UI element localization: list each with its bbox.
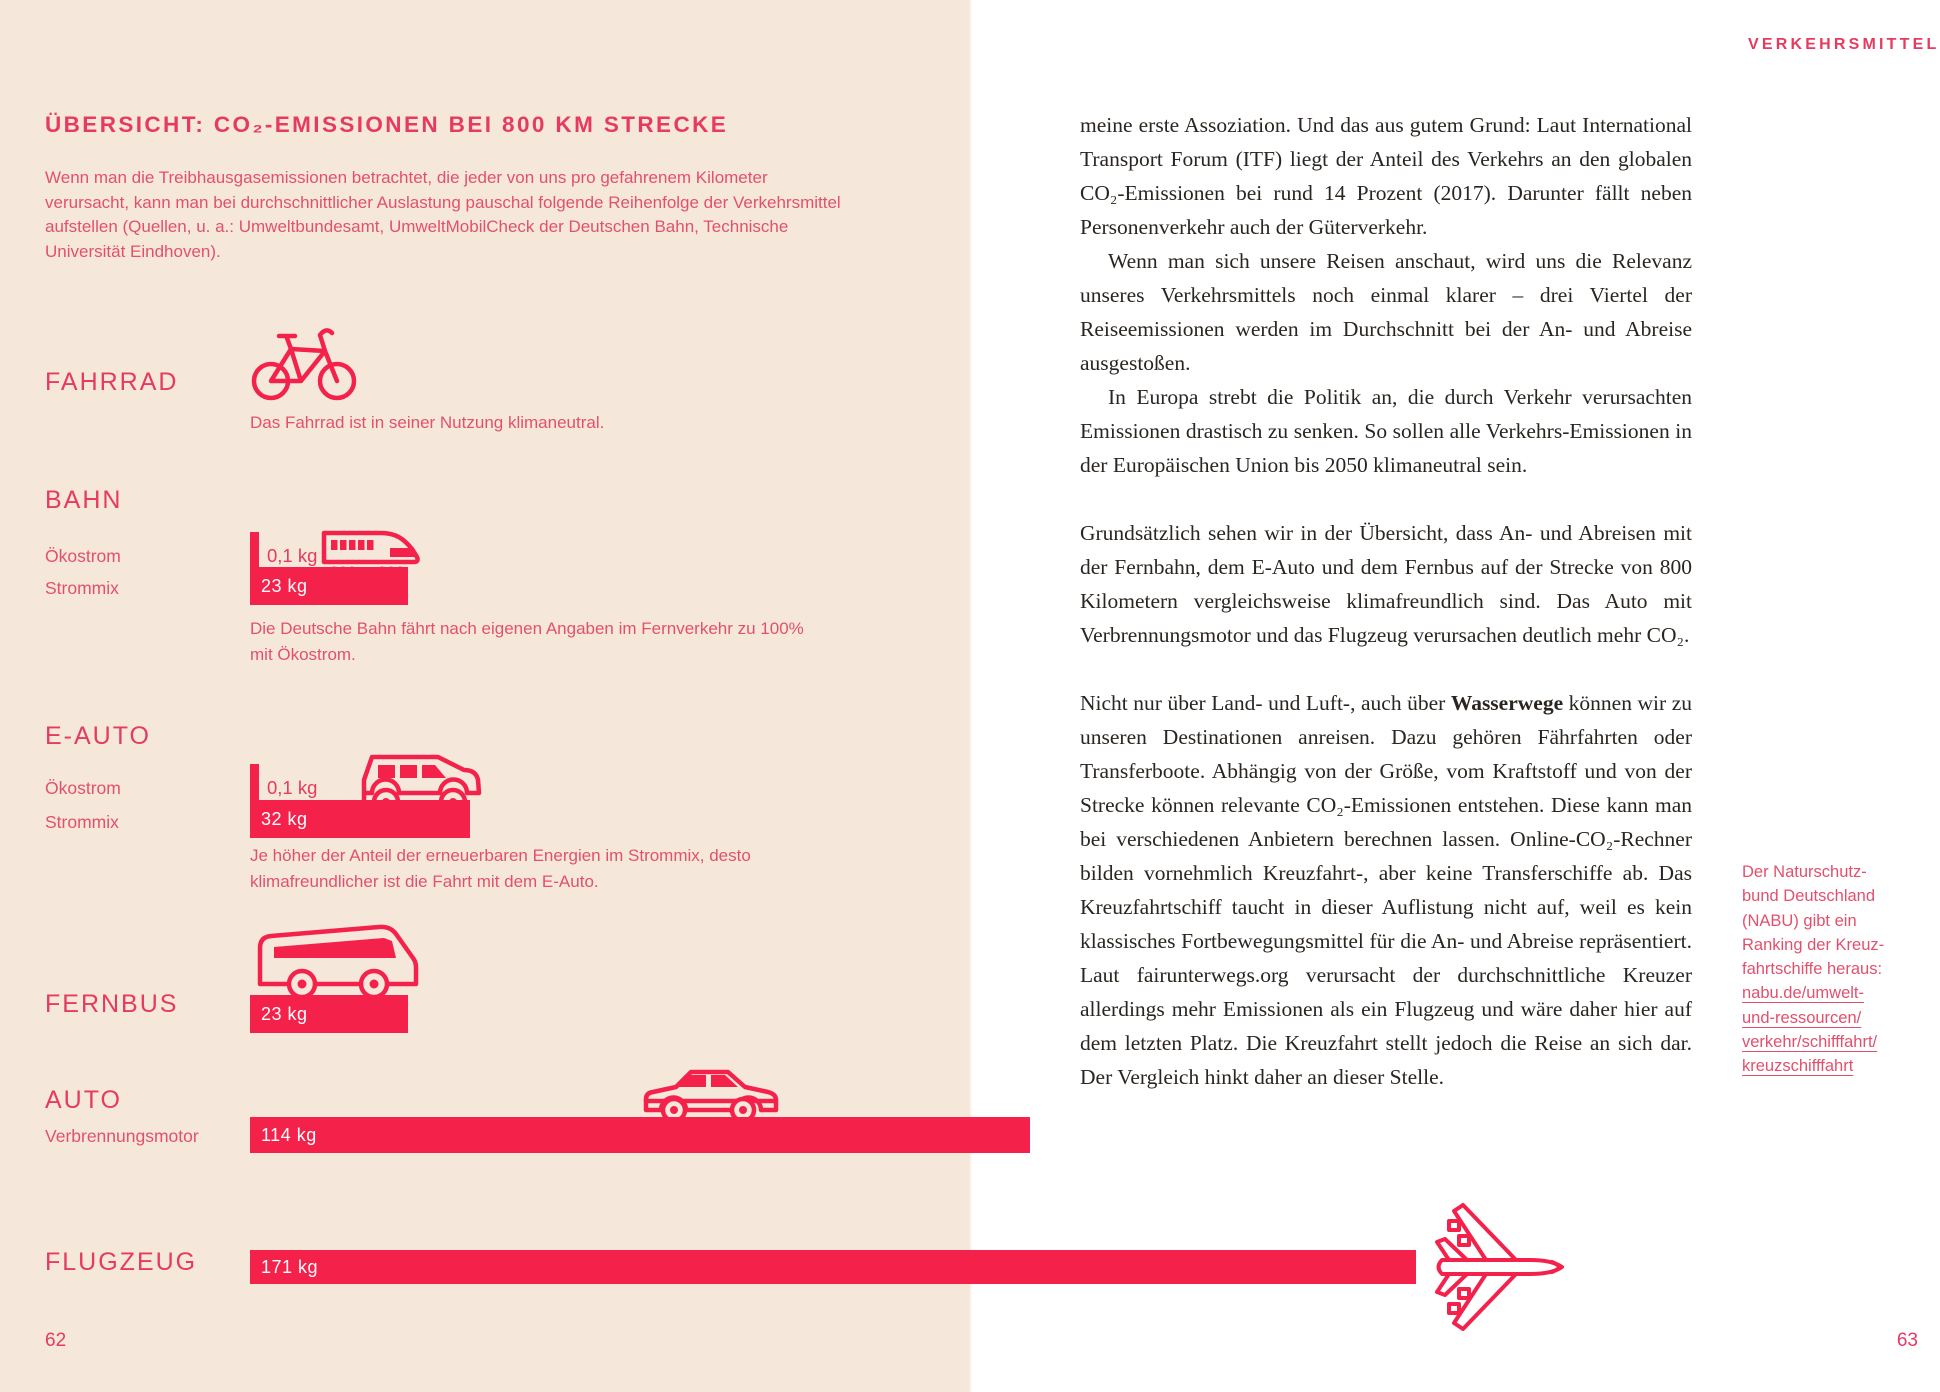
margin-note-link-nabu[interactable]: nabu.de/umwelt- xyxy=(1742,984,1864,1003)
margin-note-line: Der Naturschutz- xyxy=(1742,863,1867,881)
overview-title: ÜBERSICHT: CO₂-EMISSIONEN BEI 800 KM STRECKE xyxy=(45,112,729,137)
section-label-bahn: BAHN xyxy=(45,486,123,514)
auto-row-label-verbrennungsmotor: Verbrennungsmotor xyxy=(45,1126,199,1146)
eauto-row-label-oekostrom: Ökostrom xyxy=(45,778,121,798)
margin-note-line: (NABU) gibt ein xyxy=(1742,911,1857,930)
margin-note-link-nabu[interactable]: kreuzschifffahrt xyxy=(1742,1057,1854,1076)
section-label-auto: AUTO xyxy=(45,1086,122,1114)
car-icon xyxy=(640,1056,782,1122)
auto-value: 114 kg xyxy=(261,1124,317,1145)
paragraph-5-end: können wir zu unseren Destinationen anreisen. Dazu gehören Fährfahrten oder Transferboote. Abhängig von der Größe, vom Kraftstoff und von der Strecke können relevante CO₂-Emissionen entstehen. Diese kann man bei verschiedenen Anbietern berechnen lassen. Online-CO₂-Rechner bilden vornehmlich Kreuzfahrt-, aber keine Transferschiffe ab. Das Kreuzfahrtschiff taucht in dieser Auflistung nicht auf, weil es kein klassisches Fortbewegungsmittel für die An- und Abreise repräsentiert. Laut fairunterwegs.org verursacht der durchschnittliche Kreuzer allerdings mehr Emissionen als ein Flugzeug und wäre daher hier auf dem letzten Platz. Die Kreuzfahrt stellt jedoch die Reise an sich dar. Der Vergleich hinkt daher an dieser Stelle. xyxy=(1080,691,1692,1089)
section-label-eauto: E-AUTO xyxy=(45,722,151,750)
eauto-caption: Je höher der Anteil der erneuerbaren Energien im Strommix, desto klimafreundlicher ist die Fahrt mit dem E-Auto. xyxy=(250,846,751,891)
margin-note-line: bund Deutschland xyxy=(1742,887,1876,906)
paragraph-5-bold-wasserwege: Wasserwege xyxy=(1450,691,1564,715)
section-label-fahrrad: FAHRRAD xyxy=(45,368,179,396)
bahn-caption: Die Deutsche Bahn fährt nach eigenen Angaben im Fernverkehr zu 100% mit Ökostrom. xyxy=(250,619,804,664)
fernbus-value: 23 kg xyxy=(261,1003,308,1024)
paragraph-5 xyxy=(1080,686,1692,1094)
bahn-row-label-strommix: Strommix xyxy=(45,578,119,598)
paragraph-2: Wenn man sich unsere Reisen anschaut, wird uns die Relevanz unseres Verkehrsmittels noch einmal klarer – drei Viertel der Reiseemissionen werden im Durchschnitt bei der An- und Abreise ausgestoßen. xyxy=(1080,249,1692,375)
eauto-strommix-value: 32 kg xyxy=(261,808,308,829)
page-number-right: 63 xyxy=(1896,1330,1918,1351)
page-number-left: 62 xyxy=(45,1330,67,1351)
bahn-strommix-value: 23 kg xyxy=(261,575,308,596)
flugzeug-bar xyxy=(250,1250,1416,1284)
flugzeug-value: 171 kg xyxy=(261,1256,319,1277)
auto-bar xyxy=(250,1117,1030,1153)
paragraph-3: In Europa strebt die Politik an, die durch Verkehr verursachten Emissionen drastisch zu senken. So sollen alle Verkehrs-Emissionen in der Europäischen Union bis 2050 klimaneutral sein. xyxy=(1080,385,1692,477)
airplane-icon xyxy=(1432,1198,1572,1336)
eauto-row-label-strommix: Strommix xyxy=(45,812,119,832)
overview-intro: Wenn man die Treibhausgasemissionen betrachtet, die jeder von uns pro gefahrenem Kilometer verursacht, kann man bei durchschnittlicher Auslastung pauschal folgende Reihenfolge der Verkehrsmittel aufstellen (Quellen, u. a.: Umweltbundesamt, UmweltMobilCheck der Deutschen Bahn, Technische Universität Eindhoven). xyxy=(45,168,841,261)
body-text xyxy=(1080,108,1692,1094)
bahn-row-label-oekostrom: Ökostrom xyxy=(45,546,121,566)
paragraph-1: meine erste Assoziation. Und das aus gutem Grund: Laut International Transport Forum (ITF) liegt der Anteil des Verkehrs an den globalen CO₂-Emissionen bei rund 14 Prozent (2017). Darunter fällt neben Personenverkehr auch der Güterverkehr. xyxy=(1080,113,1692,239)
margin-note-line: Ranking der Kreuz- xyxy=(1742,935,1885,954)
bicycle-icon xyxy=(248,320,360,404)
page-gutter xyxy=(970,0,972,1392)
paragraph-5-start: Nicht nur über Land- und Luft-, auch über xyxy=(1080,691,1451,715)
fahrrad-caption: Das Fahrrad ist in seiner Nutzung klimaneutral. xyxy=(250,413,605,432)
section-label-flugzeug: FLUGZEUG xyxy=(45,1248,198,1276)
margin-note-line: fahrtschiffe heraus: xyxy=(1742,960,1883,979)
running-head: VERKEHRSMITTEL xyxy=(1748,36,1940,53)
paragraph-4: Grundsätzlich sehen wir in der Übersicht, dass An- und Abreisen mit der Fernbahn, dem E-Auto und dem Fernbus auf der Strecke von 800 Kilometern vergleichsweise klimafreundlich sind. Das Auto mit Verbrennungsmotor und das Flugzeug verursachen deutlich mehr CO₂. xyxy=(1080,521,1692,647)
fernbus-bar xyxy=(250,995,408,1033)
section-label-fernbus: FERNBUS xyxy=(45,990,179,1018)
eauto-oekostrom-value: 0,1 kg xyxy=(267,777,318,798)
bahn-strommix-bar xyxy=(250,567,408,605)
margin-note xyxy=(1742,860,1914,1079)
margin-note-link-nabu[interactable]: verkehr/schifffahrt/ xyxy=(1742,1033,1878,1052)
margin-note-link-nabu[interactable]: und-ressourcen/ xyxy=(1742,1008,1862,1027)
bus-icon xyxy=(252,918,420,998)
bahn-oekostrom-value: 0,1 kg xyxy=(267,545,318,566)
eauto-strommix-bar xyxy=(250,800,470,838)
